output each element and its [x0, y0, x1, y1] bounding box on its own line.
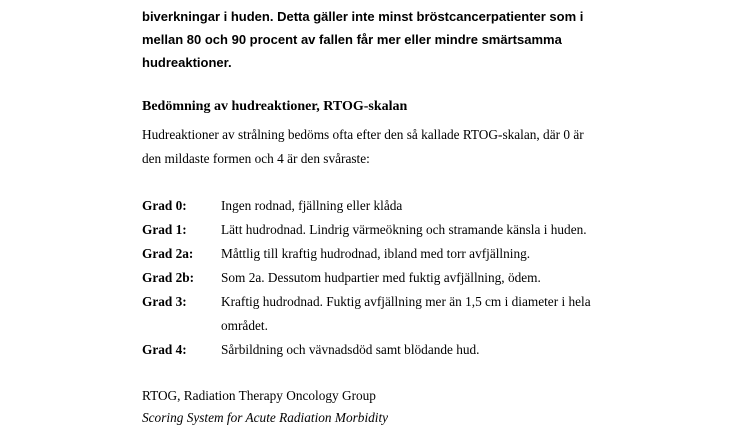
grade-label: Grad 2b: [142, 270, 195, 285]
grade-description: Sårbildning och vävnadsdöd samt blödande hud. [221, 342, 480, 357]
grade-label: Grad 1: [142, 222, 187, 237]
grade-description: Som 2a. Dessutom hudpartier med fuktig avfjällning, ödem. [221, 270, 541, 285]
grade-description: Ingen rodnad, fjällning eller klåda [221, 198, 403, 213]
grade-row-2a [142, 242, 622, 266]
grade-row-4 [142, 338, 622, 362]
grade-description: Kraftig hudrodnad. Fuktig avfjällning mer än 1,5 cm i diameter i hela området. [221, 294, 591, 333]
grade-label: Grad 2a: [142, 246, 194, 261]
intro-line: biverkningar i huden. Detta gäller inte minst bröstcancerpatienter som i [142, 9, 584, 24]
description-line: den mildaste formen och 4 är den svåraste: [142, 151, 370, 166]
grade-description: Lätt hudrodnad. Lindrig värmeökning och stramande känsla i huden. [221, 222, 587, 237]
grade-label: Grad 0: [142, 198, 187, 213]
grade-label: Grad 4: [142, 342, 187, 357]
source-citation: RTOG, Radiation Therapy Oncology Group [142, 388, 376, 403]
grade-row-2b [142, 266, 622, 290]
grade-list [142, 194, 622, 362]
grade-label: Grad 3: [142, 294, 187, 309]
section-description [142, 123, 622, 171]
intro-line: hudreaktioner. [142, 55, 232, 70]
intro-paragraph [142, 5, 622, 74]
intro-line: mellan 80 och 90 procent av fallen får mer eller mindre smärtsamma [142, 32, 562, 47]
source-title: Scoring System for Acute Radiation Morbidity [142, 410, 389, 425]
grade-row-1 [142, 218, 622, 242]
grade-row-3 [142, 290, 622, 338]
grade-description: Måttlig till kraftig hudrodnad, ibland med torr avfjällning. [221, 246, 531, 261]
grade-row-0 [142, 194, 622, 218]
section-heading: Bedömning av hudreaktioner, RTOG-skalan [142, 99, 408, 114]
description-line: Hudreaktioner av strålning bedöms ofta efter den så kallade RTOG-skalan, där 0 är [142, 127, 584, 142]
